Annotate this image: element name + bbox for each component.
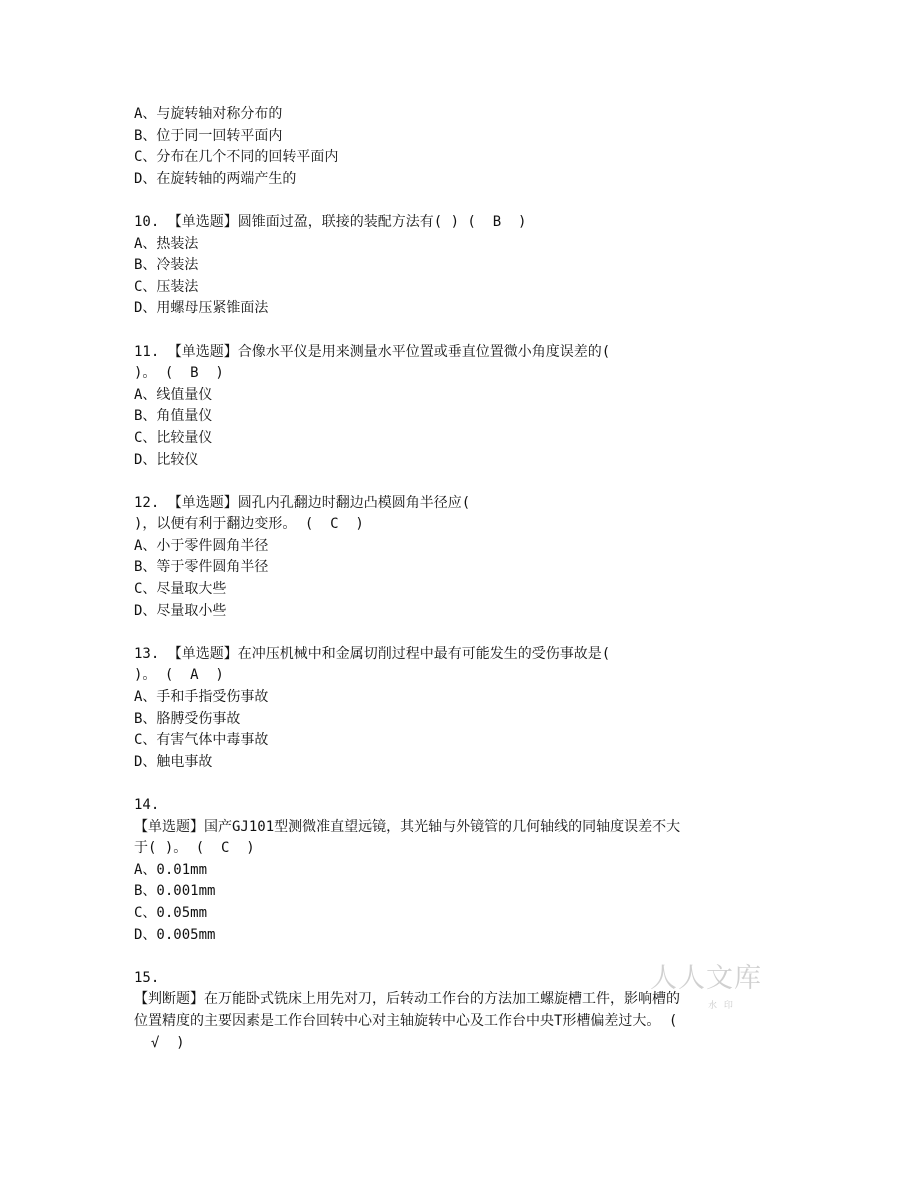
- question-answer: √ ): [134, 1034, 185, 1051]
- spacer: [134, 190, 794, 212]
- option-d: D、在旋转轴的两端产生的: [134, 170, 297, 187]
- option-c: C、尽量取大些: [134, 581, 227, 598]
- question-stem: 11. 【单选题】合像水平仪是用来测量水平位置或垂直位置微小角度误差的(: [134, 343, 611, 360]
- option-c: C、压装法: [134, 278, 199, 295]
- spacer: [134, 622, 794, 644]
- spacer: [134, 946, 794, 968]
- question-14: [134, 795, 794, 946]
- option-b: B、胳膊受伤事故: [134, 710, 241, 727]
- question-stem-answer: 于( )。 ( C ): [134, 840, 255, 857]
- spacer: [134, 320, 794, 342]
- question-number: 15.: [134, 969, 160, 986]
- question-stem: 【判断题】在万能卧式铣床上用先对刀，后转动工作台的方法加工螺旋槽工件，影响槽的: [134, 991, 680, 1008]
- question-10: [134, 212, 794, 320]
- option-c: C、分布在几个不同的回转平面内: [134, 149, 339, 166]
- option-a: A、热装法: [134, 235, 199, 252]
- option-d: D、用螺母压紧锥面法: [134, 300, 269, 317]
- exam-page: [134, 104, 794, 1054]
- option-b: B、冷装法: [134, 257, 199, 274]
- question-stem: 13. 【单选题】在冲压机械中和金属切削过程中最有可能发生的受伤事故是(: [134, 645, 611, 662]
- question-stem: 10. 【单选题】圆锥面过盈，联接的装配方法有( ) ( B ): [134, 213, 527, 230]
- watermark-title: 人人文库: [650, 963, 762, 994]
- option-b: B、等于零件圆角半径: [134, 559, 269, 576]
- spacer: [134, 471, 794, 493]
- option-b: B、角值量仪: [134, 408, 213, 425]
- spacer: [134, 773, 794, 795]
- option-d: D、0.005mm: [134, 926, 216, 943]
- question-stem: 【单选题】国产GJ101型测微准直望远镜，其光轴与外镜管的几何轴线的同轴度误差不大: [134, 818, 681, 835]
- option-b: B、0.001mm: [134, 883, 216, 900]
- question-15: [134, 968, 794, 1054]
- option-b: B、位于同一回转平面内: [134, 127, 283, 144]
- question-11: [134, 342, 794, 472]
- question-stem: 位置精度的主要因素是工作台回转中心对主轴旋转中心及工作台中央T形槽偏差过大。 (: [134, 1012, 678, 1029]
- option-d: D、比较仪: [134, 451, 199, 468]
- watermark-subtitle: 水 印: [708, 1001, 735, 1011]
- option-c: C、0.05mm: [134, 904, 208, 921]
- question-stem: 12. 【单选题】圆孔内孔翻边时翻边凸模圆角半径应(: [134, 494, 471, 511]
- question-number: 14.: [134, 797, 160, 813]
- question-stem-answer: )，以便有利于翻边变形。 ( C ): [134, 516, 364, 533]
- option-a: A、小于零件圆角半径: [134, 537, 269, 554]
- option-a: A、手和手指受伤事故: [134, 689, 269, 706]
- option-d: D、触电事故: [134, 753, 213, 770]
- option-a: A、0.01mm: [134, 861, 208, 878]
- option-c: C、比较量仪: [134, 429, 213, 446]
- question-13: [134, 644, 794, 774]
- question-9-options: [134, 104, 794, 190]
- option-a: A、线值量仪: [134, 386, 213, 403]
- question-12: [134, 493, 794, 623]
- option-a: A、与旋转轴对称分布的: [134, 106, 283, 122]
- option-d: D、尽量取小些: [134, 602, 227, 619]
- option-c: C、有害气体中毒事故: [134, 732, 269, 749]
- question-stem-answer: )。 ( A ): [134, 667, 224, 684]
- question-stem-answer: )。 ( B ): [134, 365, 224, 382]
